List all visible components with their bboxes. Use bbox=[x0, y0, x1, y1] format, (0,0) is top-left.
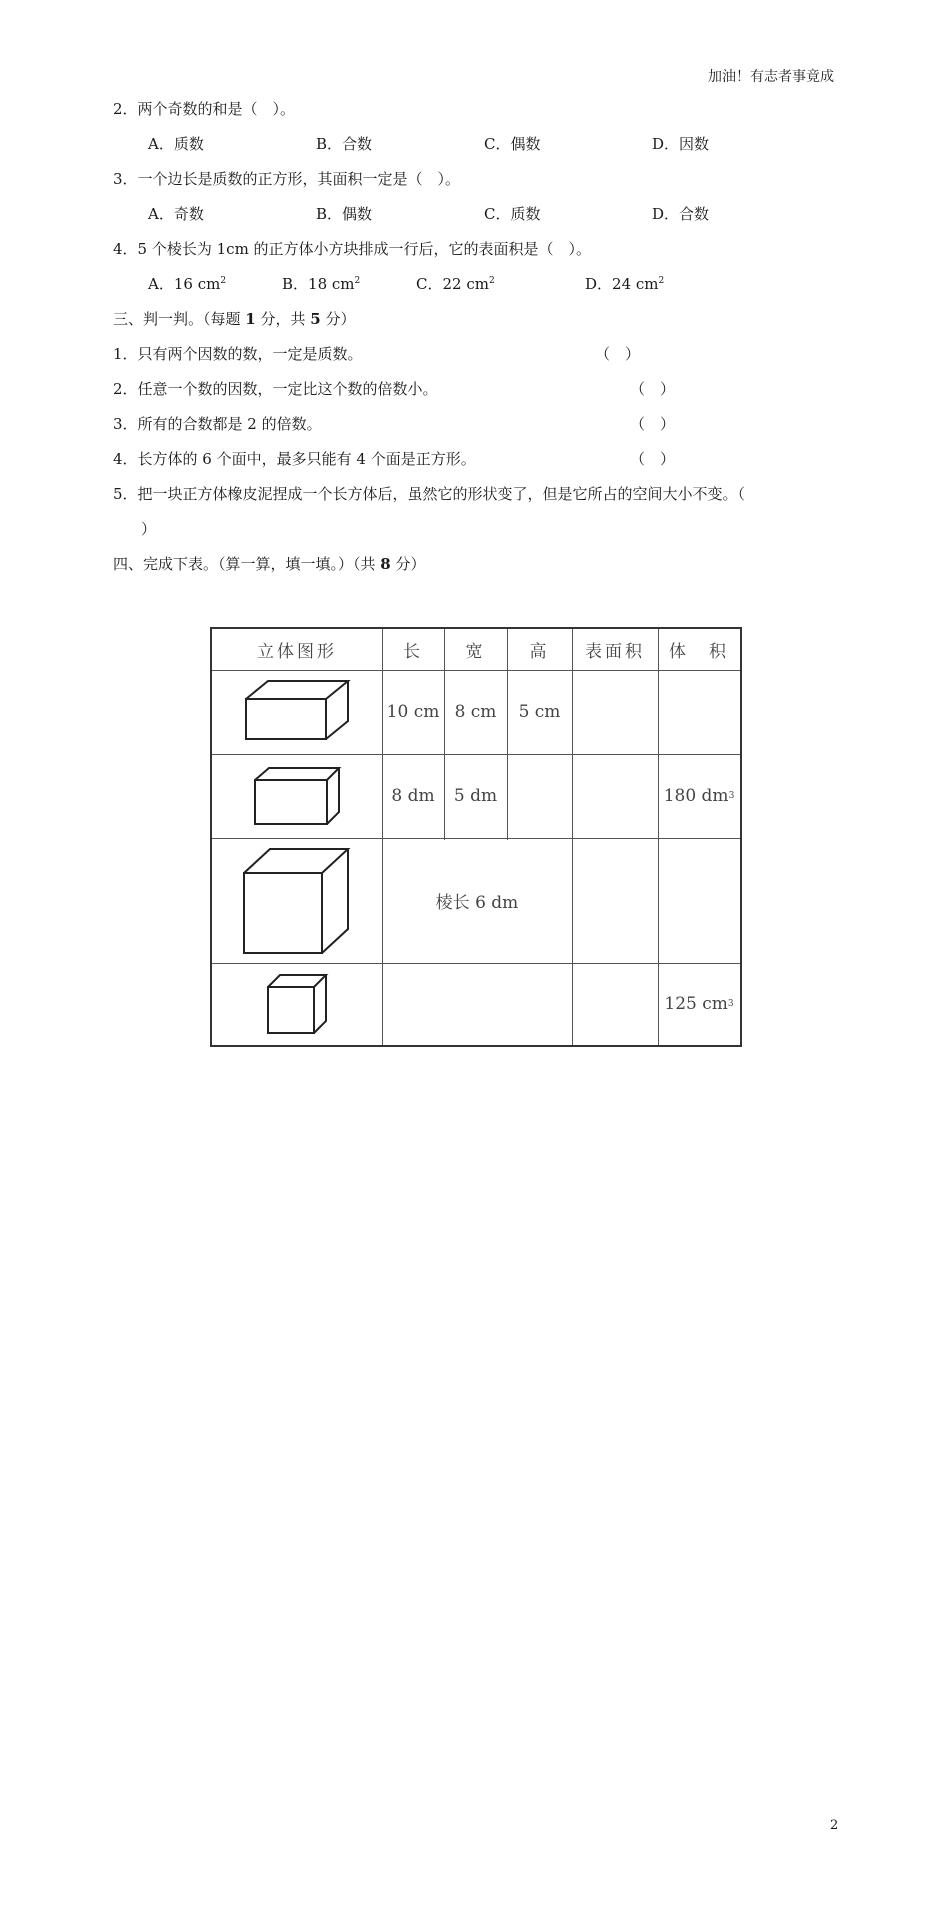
r1-surface-area[interactable] bbox=[572, 670, 658, 754]
cuboid-2-figure bbox=[212, 754, 382, 838]
cuboid-icon bbox=[251, 764, 343, 828]
s4-title-pre: 四、完成下表。（算一算，填一填。）（共 bbox=[113, 555, 381, 573]
q4-option-b-text: B．18 cm bbox=[282, 275, 355, 293]
q4-option-d-text: D．24 cm bbox=[585, 275, 659, 293]
cube-icon bbox=[264, 971, 330, 1037]
q3-option-a: A．奇数 bbox=[148, 205, 204, 223]
judge-answer-2[interactable]: （ ） bbox=[630, 380, 676, 398]
s3-title-post: 分） bbox=[320, 310, 356, 328]
r4-surface-area[interactable] bbox=[572, 963, 658, 1045]
question-2-stem: 2．两个奇数的和是（ ）。 bbox=[113, 100, 296, 118]
solids-table bbox=[210, 627, 742, 1047]
section-4-title bbox=[113, 553, 426, 574]
r3-volume[interactable] bbox=[658, 838, 740, 963]
r2-volume-text: 180 dm bbox=[663, 786, 729, 806]
r2-length: 8 dm bbox=[391, 786, 435, 806]
q4-option-d bbox=[585, 273, 664, 294]
judge-item-4: 4．长方体的 6 个面中，最多只能有 4 个面是正方形。 bbox=[113, 450, 476, 468]
q4-option-a-sup: 2 bbox=[220, 276, 227, 286]
cube-1-figure bbox=[212, 838, 382, 963]
s4-title-b: 8 bbox=[380, 555, 391, 573]
r1-width: 8 cm bbox=[454, 702, 497, 722]
header-height: 高 bbox=[529, 642, 550, 662]
r2-surface-area[interactable] bbox=[572, 754, 658, 838]
r1-height: 5 cm bbox=[518, 702, 561, 722]
judge-answer-3[interactable]: （ ） bbox=[630, 415, 676, 433]
judge-item-5: 5．把一块正方体橡皮泥捏成一个长方体后，虽然它的形状变了，但是它所占的空间大小不变。（ bbox=[113, 485, 746, 503]
r1-volume[interactable] bbox=[658, 670, 740, 754]
judge-item-1: 1．只有两个因数的数，一定是质数。 bbox=[113, 345, 363, 363]
header-volume: 体 积 bbox=[669, 642, 729, 662]
q4-option-c-text: C．22 cm bbox=[416, 275, 489, 293]
page-number: 2 bbox=[830, 1818, 839, 1833]
question-4-stem: 4．5 个棱长为 1cm 的正方体小方块排成一行后，它的表面积是（ ）。 bbox=[113, 240, 592, 258]
header-surface-area: 表面积 bbox=[585, 642, 645, 662]
r2-volume: 180 dm 3 bbox=[663, 786, 735, 806]
s3-title-b1: 1 bbox=[245, 310, 256, 328]
q2-option-a: A．质数 bbox=[148, 135, 204, 153]
q4-option-c bbox=[416, 273, 495, 294]
header-solid: 立体图形 bbox=[257, 642, 337, 662]
r4-volume: 125 cm 3 bbox=[664, 994, 734, 1014]
judge-item-2: 2．任意一个数的因数，一定比这个数的倍数小。 bbox=[113, 380, 438, 398]
q4-option-b-sup: 2 bbox=[354, 276, 361, 286]
q4-option-a bbox=[148, 273, 226, 294]
cuboid-1-figure bbox=[212, 670, 382, 754]
judge-answer-1[interactable]: （ ） bbox=[595, 345, 641, 363]
cube-2-figure bbox=[212, 963, 382, 1045]
cuboid-icon bbox=[242, 677, 352, 747]
r2-width: 5 dm bbox=[453, 786, 498, 806]
section-3-title bbox=[113, 308, 355, 329]
r1-length: 10 cm bbox=[386, 702, 440, 722]
q4-option-b bbox=[282, 273, 360, 294]
s4-title-post: 分） bbox=[390, 555, 426, 573]
s3-title-pre: 三、判一判。（每题 bbox=[113, 310, 246, 328]
r4-edge[interactable] bbox=[382, 963, 572, 1045]
cube-icon bbox=[240, 845, 354, 957]
q2-option-d: D．因数 bbox=[652, 135, 710, 153]
judge-answer-5-close[interactable]: ） bbox=[141, 520, 157, 538]
r3-edge: 棱长 6 dm bbox=[435, 893, 519, 913]
q4-option-a-text: A．16 cm bbox=[148, 275, 221, 293]
q3-option-d: D．合数 bbox=[652, 205, 710, 223]
s3-title-mid: 分，共 bbox=[255, 310, 311, 328]
judge-answer-4[interactable]: （ ） bbox=[630, 450, 676, 468]
q3-option-c: C．质数 bbox=[484, 205, 541, 223]
question-3-stem: 3．一个边长是质数的正方形，其面积一定是（ ）。 bbox=[113, 170, 461, 188]
r2-height[interactable] bbox=[507, 754, 572, 838]
q2-option-c: C．偶数 bbox=[484, 135, 541, 153]
q4-option-c-sup: 2 bbox=[488, 276, 495, 286]
header-motto: 加油！有志者事竟成 bbox=[708, 69, 834, 85]
q2-option-b: B．合数 bbox=[316, 135, 373, 153]
header-width: 宽 bbox=[465, 642, 486, 662]
judge-item-3: 3．所有的合数都是 2 的倍数。 bbox=[113, 415, 322, 433]
header-length: 长 bbox=[403, 642, 423, 662]
q3-option-b: B．偶数 bbox=[316, 205, 373, 223]
r3-surface-area[interactable] bbox=[572, 838, 658, 963]
s3-title-b2: 5 bbox=[310, 310, 321, 328]
q4-option-d-sup: 2 bbox=[658, 276, 665, 286]
r4-volume-text: 125 cm bbox=[664, 994, 728, 1014]
